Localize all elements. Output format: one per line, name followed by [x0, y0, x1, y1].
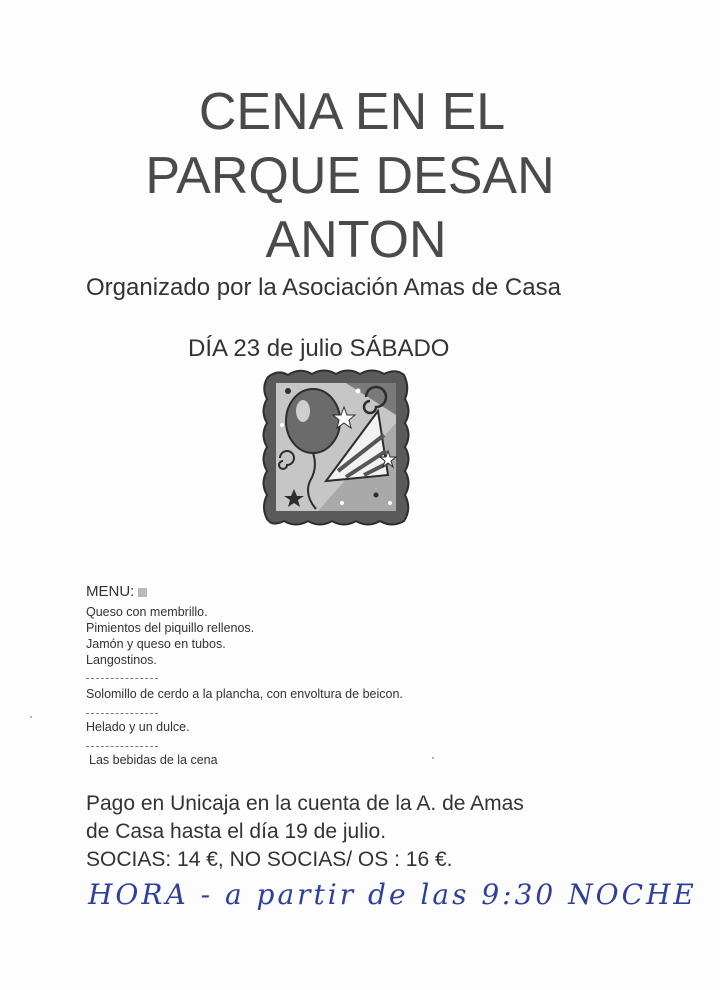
menu-drinks: Las bebidas de la cena — [89, 753, 218, 767]
party-balloon-hat-clipart-icon — [258, 363, 413, 533]
menu-item: Jamón y queso en tubos. — [86, 637, 226, 651]
title-line-3: ANTON — [265, 211, 447, 269]
payment-line-2: de Casa hasta el día 19 de julio. — [86, 820, 387, 843]
event-date: DÍA 23 de julio SÁBADO — [188, 335, 450, 362]
scan-speck — [432, 757, 434, 759]
title-line-2: PARQUE DESAN — [145, 147, 555, 205]
menu-item: Pimientos del piquillo rellenos. — [86, 621, 255, 635]
menu-separator — [86, 746, 158, 747]
menu-separator — [86, 678, 158, 679]
payment-line-1: Pago en Unicaja en la cuenta de la A. de Amas — [86, 792, 524, 815]
menu-heading — [86, 583, 147, 600]
menu-item: Langostinos. — [86, 653, 157, 667]
payment-line-3: SOCIAS: 14 €, NO SOCIAS/ OS : 16 €. — [86, 848, 453, 871]
menu-main-course: Solomillo de cerdo a la plancha, con envoltura de beicon. — [86, 687, 403, 701]
menu-dessert: Helado y un dulce. — [86, 720, 190, 734]
handwritten-time-note: HORA - a partir de las 9:30 NOCHE — [88, 878, 697, 911]
title-line-1: CENA EN EL — [198, 83, 506, 141]
organizer-line: Organizado por la Asociación Amas de Casa — [86, 274, 561, 301]
menu-item: Queso con membrillo. — [86, 605, 208, 619]
scan-speck — [30, 716, 32, 718]
scan-mark-icon — [138, 588, 147, 597]
menu-heading-text: MENU: — [86, 583, 135, 600]
menu-separator — [86, 713, 158, 714]
